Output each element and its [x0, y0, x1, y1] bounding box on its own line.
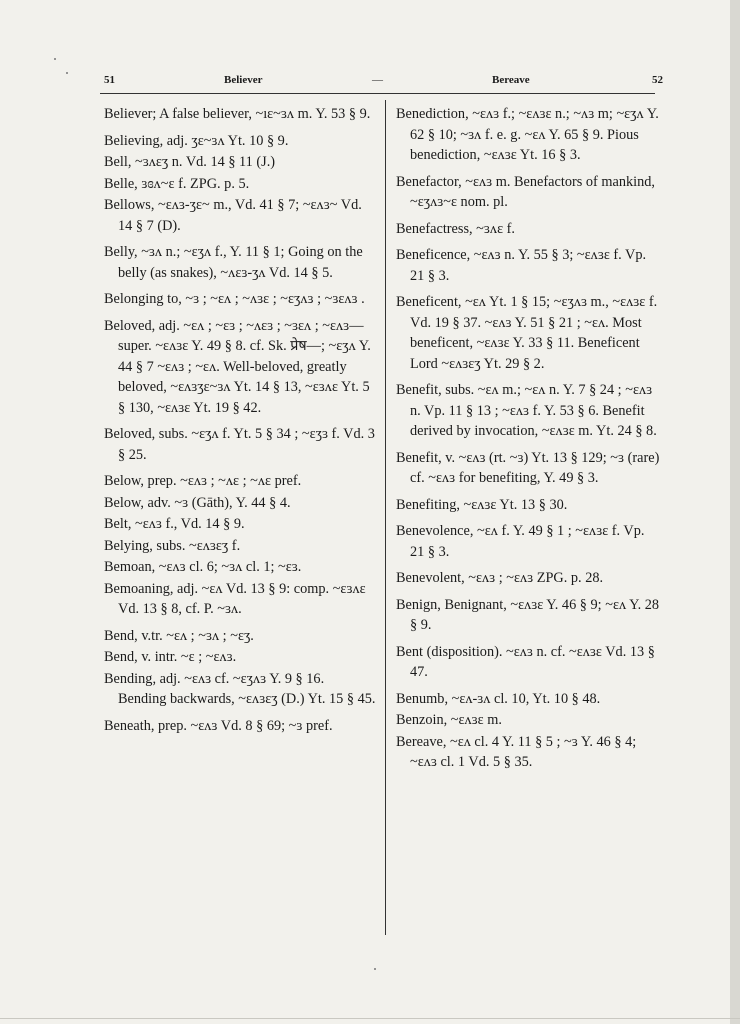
entry: Below, adv. ~ɜ (Gāth), Y. 44 § 4. [104, 494, 291, 511]
entry: Belt, ~ɛʌɜ f., Vd. 14 § 9. [104, 516, 245, 532]
entry: Belying, subs. ~ɛʌɜɛʒ f. [104, 537, 241, 554]
entry: Belle, ɜɞʌ~ɛ f. ZPG. p. 5. [104, 175, 250, 192]
entry: Beneficent, ~ɛʌ Yt. 1 § 15; ~ɛʒʌɜ m., ~ɛʌɜɛ f. Vd. 19 § 37. ~ɛʌɜ Y. 51 § 21 ; ~ɛʌ. Most beneficent, ~ɛʌɜɛ Y. 33 § 11. Beneficent Lord ~ɛʌɜɛʒ Yt. 29 § 2. [396, 294, 658, 372]
entry: Benign, Benignant, ~ɛʌɜɛ Y. 46 § 9; ~ɛʌ Y. 28 § 9. [396, 596, 660, 633]
entry: Beloved, subs. ~ɛʒʌ f. Yt. 5 § 34 ; ~ɛʒɜ f. Vd. 3 § 25. [104, 426, 375, 463]
entry: Benefactor, ~ɛʌɜ m. Benefactors of mankind, ~ɛʒʌɜ~ɛ nom. pl. [396, 173, 655, 210]
page-edge [730, 0, 740, 1024]
entry: Bemoan, ~ɛʌɜ cl. 6; ~ɜʌ cl. 1; ~ɛɜ. [104, 559, 302, 575]
page-number-left: 51 [104, 74, 115, 86]
page-number-right: 52 [652, 74, 663, 86]
entry: Bend, v. intr. ~ɛ ; ~ɛʌɜ. [104, 649, 237, 665]
headword-right: Bereave [492, 74, 530, 86]
paper-speck [66, 72, 68, 74]
entry: Bent (disposition). ~ɛʌɜ n. cf. ~ɛʌɜɛ Vd. 13 § 47. [396, 643, 655, 680]
entry: Bell, ~ɜʌɛʒ n. Vd. 14 § 11 (J.) [104, 154, 276, 170]
entry: Beloved, adj. ~ɛʌ ; ~ɛɜ ; ~ʌɛɜ ; ~ɜɛʌ ; ~ɛʌɜ—super. ~ɛʌɜɛ Y. 49 § 8. cf. Sk. प्रेष—; ~ɛʒʌ Y. 44 § 7 ~ɛʌɜ ; ~ɛʌ. Well-beloved, greatly beloved, ~ɛʌɜʒɛ~ɜʌ Yt. 14 § 13, ~ɛɜʌɛ Yt. 5 § 130, ~ɛʌɜɛ Yt. 19 § 42. [104, 317, 371, 416]
entry: Below, prep. ~ɛʌɜ ; ~ʌɛ ; ~ʌɛ pref. [104, 473, 302, 489]
paper-speck [54, 58, 56, 60]
entry: Belly, ~ɜʌ n.; ~ɛʒʌ f., Y. 11 § 1; Going on the belly (as snakes), ~ʌɛɜ-ʒʌ Vd. 14 § 5. [104, 244, 363, 281]
entry: Bereave, ~ɛʌ cl. 4 Y. 11 § 5 ; ~ɜ Y. 46 § 4; ~ɛʌɜ cl. 1 Vd. 5 § 35. [396, 733, 637, 770]
left-column [104, 104, 376, 742]
entry: Benefit, v. ~ɛʌɜ (rt. ~ɜ) Yt. 13 § 129; ~ɜ (rare) cf. ~ɛʌɜ for benefiting, Y. 49 § 3. [396, 449, 660, 486]
entry: Bend, v.tr. ~ɛʌ ; ~ɜʌ ; ~ɛʒ. [104, 627, 254, 644]
entry: Believing, adj. ʒɛ~ɜʌ Yt. 10 § 9. [104, 132, 289, 149]
entry: Benevolence, ~ɛʌ f. Y. 49 § 1 ; ~ɛʌɜɛ f. Vp. 21 § 3. [396, 523, 645, 560]
entry: Benefactress, ~ɜʌɛ f. [396, 220, 515, 237]
entry: Belonging to, ~ɜ ; ~ɛʌ ; ~ʌɜɛ ; ~ɛʒʌɜ ; ~ɜɛʌɜ . [104, 291, 365, 307]
entry: Believer; A false believer, ~ıɛ~ɜʌ m. Y. 53 § 9. [104, 106, 371, 122]
column-divider [385, 100, 386, 935]
entry: Benediction, ~ɛʌɜ f.; ~ɛʌɜɛ n.; ~ʌɜ m; ~ɛʒʌ Y. 62 § 10; ~ɜʌ f. e. g. ~ɛʌ Y. 65 § 9. Pious benediction, ~ɛʌɜɛ Yt. 16 § 3. [396, 106, 659, 163]
entry: Beneath, prep. ~ɛʌɜ Vd. 8 § 69; ~ɜ pref. [104, 717, 333, 734]
entry: Beneficence, ~ɛʌɜ n. Y. 55 § 3; ~ɛʌɜɛ f. Vp. 21 § 3. [396, 247, 647, 284]
header-separator: — [372, 74, 383, 86]
bottom-edge [0, 1018, 740, 1019]
entry: Bemoaning, adj. ~ɛʌ Vd. 13 § 9: comp. ~ɛɜʌɛ Vd. 13 § 8, cf. P. ~ɜʌ. [104, 580, 366, 617]
entry: Benefit, subs. ~ɛʌ m.; ~ɛʌ n. Y. 7 § 24 ; ~ɛʌɜ n. Vp. 11 § 13 ; ~ɛʌɜ f. Y. 53 § 6. Benefit derived by invocation, ~ɛʌɜɛ m. Yt. 24 § 8. [396, 382, 657, 439]
right-column [396, 104, 662, 779]
running-header [100, 74, 663, 92]
headword-left: Believer [224, 74, 263, 86]
entry: Benevolent, ~ɛʌɜ ; ~ɛʌɜ ZPG. p. 28. [396, 570, 604, 586]
header-rule [100, 93, 655, 94]
entry: Bending, adj. ~ɛʌɜ cf. ~ɛʒʌɜ Y. 9 § 16. Bending backwards, ~ɛʌɜɛʒ (D.) Yt. 15 § 45. [104, 670, 376, 707]
entry: Benzoin, ~ɛʌɜɛ m. [396, 712, 502, 728]
entry: Benumb, ~ɛʌ-ɜʌ cl. 10, Yt. 10 § 48. [396, 690, 601, 707]
entry: Benefiting, ~ɛʌɜɛ Yt. 13 § 30. [396, 496, 568, 513]
entry: Bellows, ~ɛʌɜ-ʒɛ~ m., Vd. 41 § 7; ~ɛʌɜ~ Vd. 14 § 7 (D). [104, 197, 362, 234]
paper-speck [374, 968, 376, 970]
